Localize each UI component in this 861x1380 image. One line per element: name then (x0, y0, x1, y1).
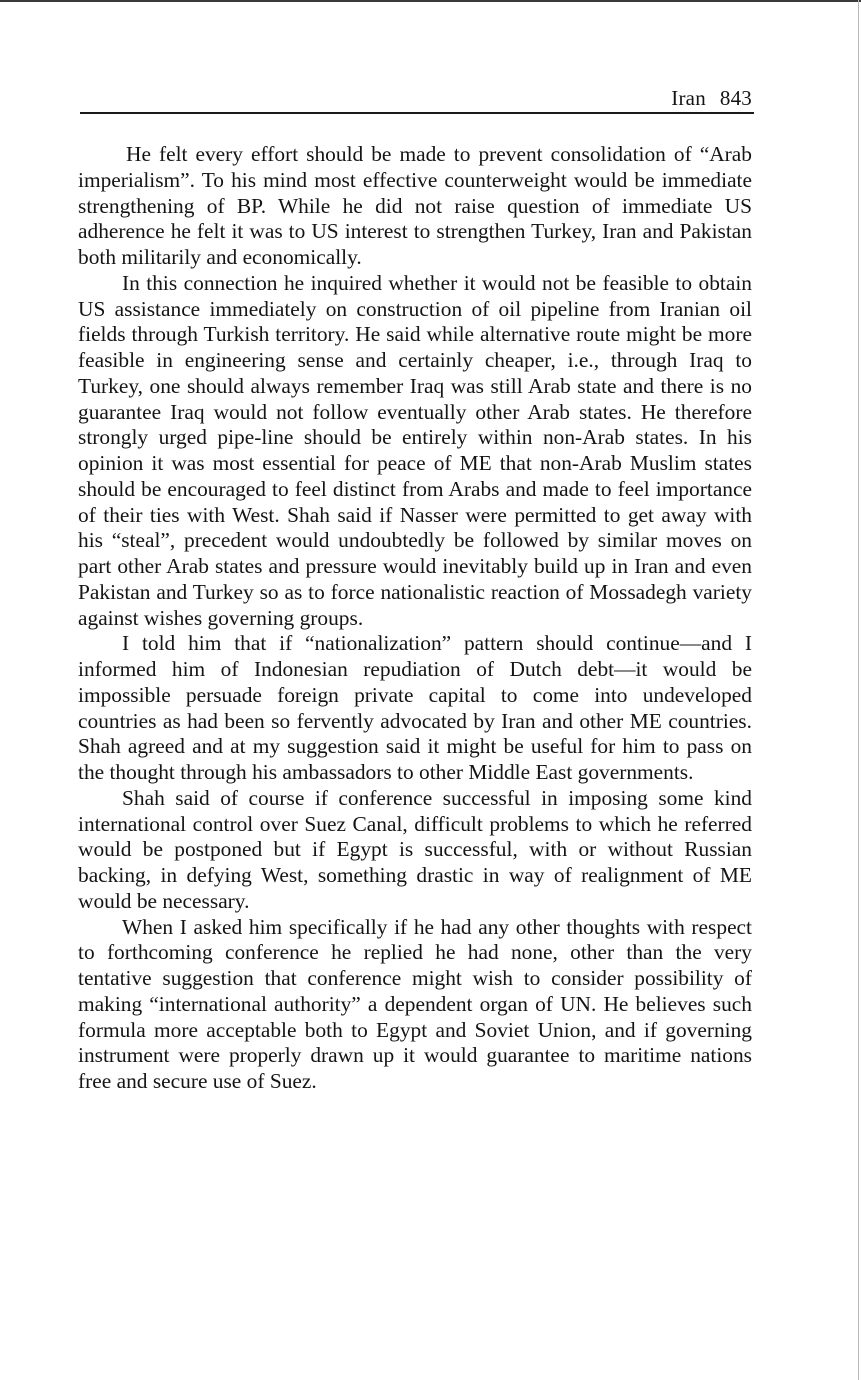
paragraph-4: Shah said of course if conference successful in imposing some kind international control over Suez Canal, difficult problems to which he referred would be postponed but if Egypt is successful, with or without Russian backing, in defying West, something drastic in way of realignment of ME would be necessary. (78, 785, 752, 913)
paragraph-1: He felt every effort should be made to prevent consolidation of “Arab imperialism”. To his mind most effective counterweight would be immediate strengthening of BP. While he did not raise question of immediate US adherence he felt it was to US interest to strengthen Turkey, Iran and Pakistan both militarily and economically. (78, 142, 752, 269)
running-head-section: Iran (671, 86, 706, 110)
paragraph-5: When I asked him specifically if he had any other thoughts with respect to forthcoming conference he replied he had none, other than the very tentative suggestion that conference might wish to consider possibility of making “international authority” a dependent organ of UN. He believes such formula more acceptable both to Egypt and Soviet Union, and if governing instrument were properly drawn up it would guarantee to maritime nations free and secure use of Suez. (78, 914, 752, 1093)
scan-edge-right (858, 0, 859, 1380)
running-head (80, 84, 754, 114)
paragraph-2: In this connection he inquired whether it would not be feasible to obtain US assistance immediately on construction of oil pipeline from Iranian oil fields through Turkish territory. He said while alternative route might be more feasible in engineering sense and certainly cheaper, i.e., through Iraq to Turkey, one should always remember Iraq was still Arab state and there is no guarantee Iraq would not follow eventually other Arab states. He therefore strongly urged pipe-line should be entirely within non-Arab states. In his opinion it was most essential for peace of ME that non-Arab Muslim states should be encouraged to feel distinct from Arabs and made to feel importance of their ties with West. Shah said if Nasser were permitted to get away with his “steal”, precedent would undoubtedly be followed by similar moves on part other Arab states and pressure would inevitably build up in Iran and even Pakistan and Turkey so as to force nationalistic reaction of Mossadegh variety against wishes governing groups. (78, 270, 752, 630)
running-head-text (671, 86, 752, 110)
scan-edge-top (0, 0, 861, 2)
paragraph-3: I told him that if “nationalization” pattern should continue—and I informed him of Indonesian repudiation of Dutch debt—it would be impossible persuade foreign private capital to come into undeveloped countries as had been so fervently advocated by Iran and other ME countries. Shah agreed and at my suggestion said it might be useful for him to pass on the thought through his ambassadors to other Middle East governments. (78, 631, 752, 784)
page-number: 843 (719, 86, 752, 110)
document-body (78, 142, 752, 1095)
